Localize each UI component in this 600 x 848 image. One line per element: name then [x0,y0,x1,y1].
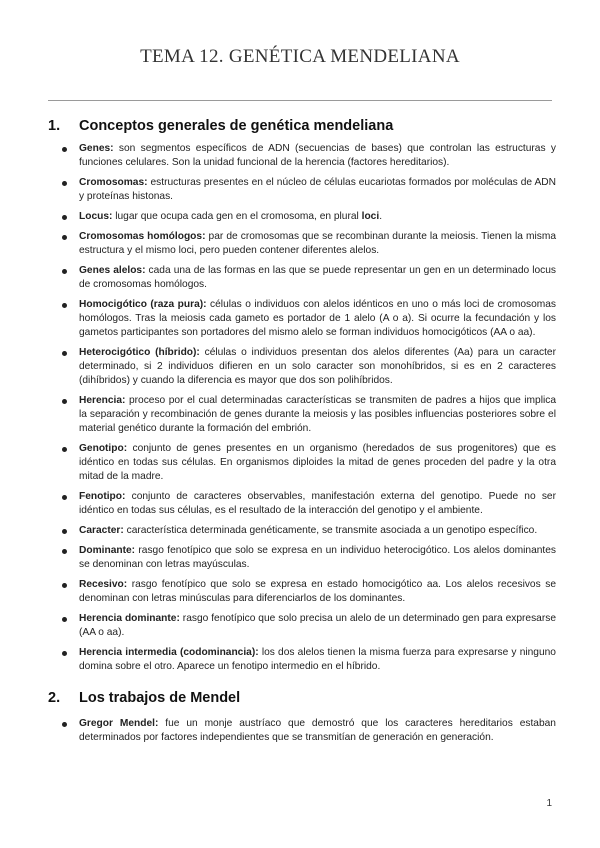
bullet-icon [62,215,67,220]
term-definition: conjunto de genes presentes en un organismo (heredados de sus progenitores) que es idéntico en todas sus células. En organismos diploides la mitad de genes proceden del padre y la otra mitad de la madre. [79,443,556,482]
term-definition: rasgo fenotípico que solo se expresa en estado homocigótico aa. Los alelos recesivos se denominan con letras minúsculas para diferenciarlos de los dominantes. [79,579,556,604]
bullet-icon [62,269,67,274]
bullet-icon [62,722,67,727]
section-title: Los trabajos de Mendel [79,690,241,706]
list-item [62,298,556,340]
term-definition: los dos alelos tienen la misma fuerza para expresarse y ninguno domina sobre el otro. Aparece un fenotipo intermedio en el híbrido. [79,647,556,672]
term-definition: células o individuos presentan dos alelos diferentes (Aa) para un caracter determinado, si 2 individuos difieren en un solo caracter son monohíbridos, si es en 2 caracteres (dihíbridos) y cuando la diferencia es mayor que dos son polihíbridos. [79,347,556,386]
section-heading-1 [48,118,393,134]
page-number: 1 [546,798,552,809]
section-number: 2. [48,690,61,706]
bullet-icon [62,447,67,452]
term-label: Dominante: [79,545,136,556]
term-definition: lugar que ocupa cada gen en el cromosoma, en plural [115,211,359,222]
term-emphasis: loci [361,211,380,222]
term-definition: cada una de las formas en las que se puede representar un gen en un determinado locus de cromosomas homólogos. [79,265,556,290]
term-label: Heterocigótico (híbrido): [79,347,200,358]
section-2-list [62,717,556,751]
term-label: Homocigótico (raza pura): [79,299,207,310]
bullet-icon [62,303,67,308]
term-label: Gregor Mendel: [79,718,159,729]
term-definition: rasgo fenotípico que solo precisa un alelo de un determinado gen para expresarse (AA o aa). [79,613,556,638]
list-item [62,176,556,204]
term-definition: característica determinada genéticamente, se transmite asociada a un genotipo específico. [126,525,538,536]
bullet-icon [62,181,67,186]
page-title: TEMA 12. GENÉTICA MENDELIANA [140,46,460,67]
bullet-icon [62,529,67,534]
list-item [62,442,556,484]
term-label: Fenotipo: [79,491,126,502]
bullet-icon [62,495,67,500]
term-label: Recesivo: [79,579,128,590]
list-item [62,142,556,170]
list-item [62,646,556,674]
term-definition: conjunto de caracteres observables, manifestación externa del genotipo. Puede no ser idéntico en todas sus células, es el resultado de la interacción del genotipo y el ambiente. [79,491,556,516]
term-definition: son segmentos específicos de ADN (secuencias de bases) que controlan las estructuras y funciones celulares. Son la unidad funcional de la herencia (factores hereditarios). [79,143,556,168]
term-label: Cromosomas homólogos: [79,231,206,242]
term-label: Genes: [79,143,114,154]
term-definition: estructuras presentes en el núcleo de células eucariotas formados por moléculas de ADN y proteínas histonas. [79,177,556,202]
term-punctuation: . [379,211,383,222]
list-item [62,490,556,518]
list-item [62,717,556,745]
list-item [62,264,556,292]
term-label: Herencia intermedia (codominancia): [79,647,259,658]
term-label: Genotipo: [79,443,128,454]
list-item [62,394,556,436]
list-item [62,346,556,388]
bullet-icon [62,617,67,622]
bullet-icon [62,651,67,656]
term-label: Cromosomas: [79,177,148,188]
section-heading-2 [48,690,240,706]
term-label: Locus: [79,211,113,222]
bullet-icon [62,549,67,554]
list-item [62,544,556,572]
list-item [62,524,556,538]
list-item [62,612,556,640]
bullet-icon [62,351,67,356]
section-1-list [62,142,556,680]
section-number: 1. [48,118,61,134]
list-item [62,230,556,258]
list-item [62,210,556,224]
bullet-icon [62,399,67,404]
term-definition: proceso por el cual determinadas características se transmiten de padres a hijos que implica la separación y recombinación de genes durante la meiosis y las posibles influencias posteriores sobre el material genético durante la formación del embrión. [79,395,556,434]
bullet-icon [62,583,67,588]
term-definition: rasgo fenotípico que solo se expresa en un individuo heterocigótico. Los alelos dominantes se denominan con letras mayúsculas. [79,545,556,570]
term-definition: par de cromosomas que se recombinan durante la meiosis. Tienen la misma estructura y el mismo loci, pero pueden contener diferentes alelos. [79,231,556,256]
bullet-icon [62,147,67,152]
term-label: Herencia dominante: [79,613,180,624]
term-definition: fue un monje austríaco que demostró que los caracteres hereditarios estaban determinados por factores independientes que se transmitían de generación en generación. [79,718,556,743]
list-item [62,578,556,606]
term-label: Herencia: [79,395,126,406]
bullet-icon [62,235,67,240]
term-label: Caracter: [79,525,124,536]
title-divider [48,100,552,101]
term-label: Genes alelos: [79,265,146,276]
term-definition: células o individuos con alelos idénticos en uno o más loci de cromosomas homólogos. Tras la meiosis cada gameto es portador de 1 alelo (A o a). Si ocurre la fecundación y los gametos participantes son portadores del mismo alelo se forman individuos homocigóticos (AA o aa). [79,299,556,338]
section-title: Conceptos generales de genética mendeliana [79,118,394,134]
